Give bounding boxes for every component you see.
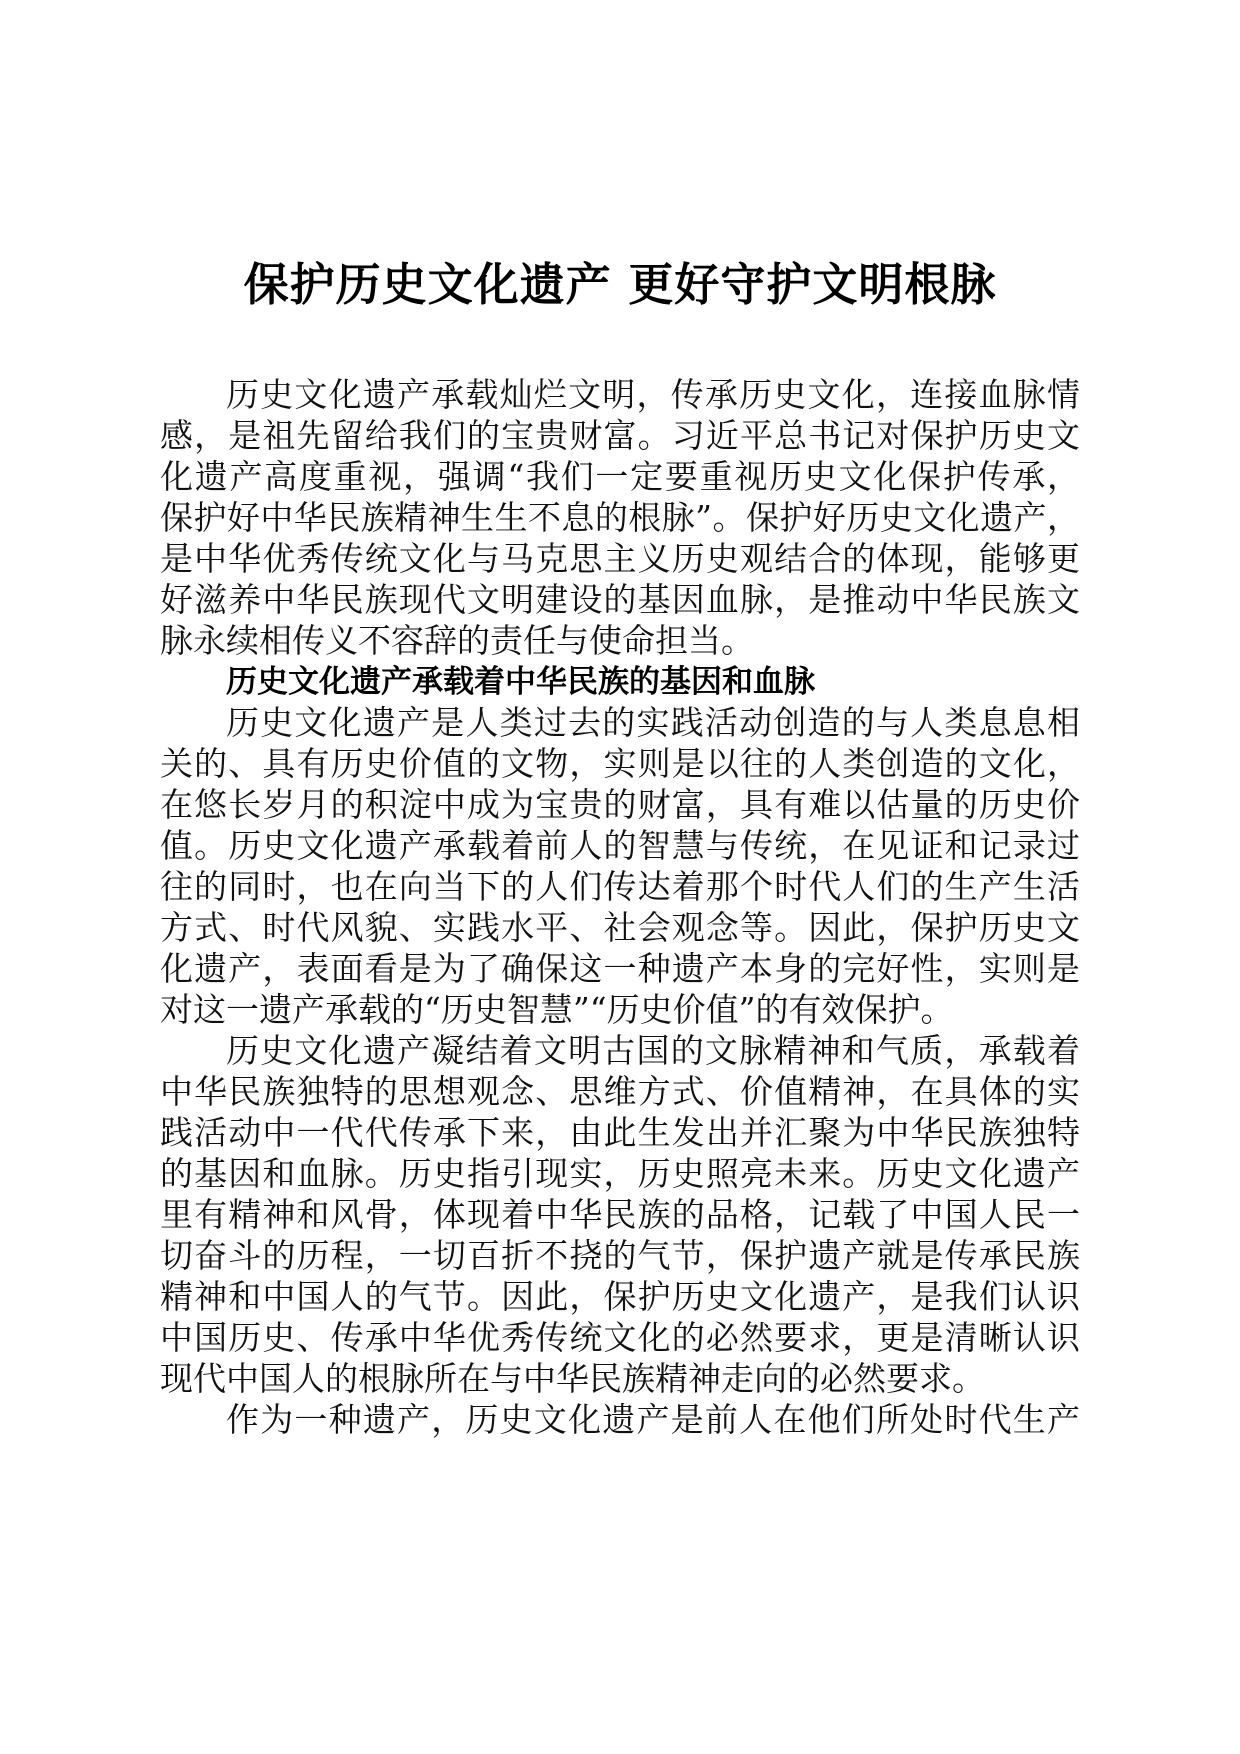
paragraph-3-line: 中华民族独特的思想观念、思维方式、价值精神，在具体的实 <box>160 1072 1080 1111</box>
paragraph-1-line: 保护好中华民族精神生生不息的根脉”。保护好历史文化遗产， <box>160 498 1080 537</box>
paragraph-2-line: 值。历史文化遗产承载着前人的智慧与传统，在见证和记录过 <box>160 826 1080 865</box>
paragraph-3-line: 精神和中国人的气节。因此，保护历史文化遗产，是我们认识 <box>160 1277 1080 1316</box>
paragraph-3-line: 践活动中一代代传承下来，由此生发出并汇聚为中华民族独特 <box>160 1113 1080 1152</box>
paragraph-2-line: 在悠长岁月的积淀中成为宝贵的财富，具有难以估量的历史价 <box>160 785 1080 824</box>
paragraph-1-line: 化遗产高度重视，强调“我们一定要重视历史文化保护传承， <box>160 457 1080 496</box>
paragraph-2-line: 方式、时代风貌、实践水平、社会观念等。因此，保护历史文 <box>160 908 1080 947</box>
paragraph-3-line: 现代中国人的根脉所在与中华民族精神走向的必然要求。 <box>160 1359 985 1398</box>
paragraph-2-line: 关的、具有历史价值的文物，实则是以往的人类创造的文化， <box>160 744 1080 783</box>
paragraph-1-line: 好滋养中华民族现代文明建设的基因血脉，是推动中华民族文 <box>160 580 1080 619</box>
paragraph-3-line: 的基因和血脉。历史指引现实，历史照亮未来。历史文化遗产 <box>160 1154 1080 1193</box>
document-title: 保护历史文化遗产 更好守护文明根脉 <box>243 258 997 311</box>
paragraph-1-line: 脉永续相传义不容辞的责任与使命担当。 <box>160 621 754 660</box>
paragraph-4-line: 作为一种遗产，历史文化遗产是前人在他们所处时代生产 <box>226 1400 1080 1439</box>
paragraph-3-line: 中国历史、传承中华优秀传统文化的必然要求，更是清晰认识 <box>160 1318 1080 1357</box>
paragraph-2-line: 对这一遗产承载的“历史智慧”“历史价值”的有效保护。 <box>160 990 954 1029</box>
paragraph-3-line: 历史文化遗产凝结着文明古国的文脉精神和气质，承载着 <box>226 1031 1080 1070</box>
paragraph-2-line: 往的同时，也在向当下的人们传达着那个时代人们的生产生活 <box>160 867 1080 906</box>
paragraph-1-line: 历史文化遗产承载灿烂文明，传承历史文化，连接血脉情 <box>226 375 1080 414</box>
paragraph-2-line: 历史文化遗产是人类过去的实践活动创造的与人类息息相 <box>226 703 1080 742</box>
section-heading: 历史文化遗产承载着中华民族的基因和血脉 <box>226 664 815 700</box>
paragraph-1-line: 感，是祖先留给我们的宝贵财富。习近平总书记对保护历史文 <box>160 416 1080 455</box>
paragraph-2-line: 化遗产，表面看是为了确保这一种遗产本身的完好性，实则是 <box>160 949 1080 988</box>
paragraph-1-line: 是中华优秀传统文化与马克思主义历史观结合的体现，能够更 <box>160 539 1080 578</box>
paragraph-3-line: 切奋斗的历程，一切百折不挠的气节，保护遗产就是传承民族 <box>160 1236 1080 1275</box>
paragraph-3-line: 里有精神和风骨，体现着中华民族的品格，记载了中国人民一 <box>160 1195 1080 1234</box>
